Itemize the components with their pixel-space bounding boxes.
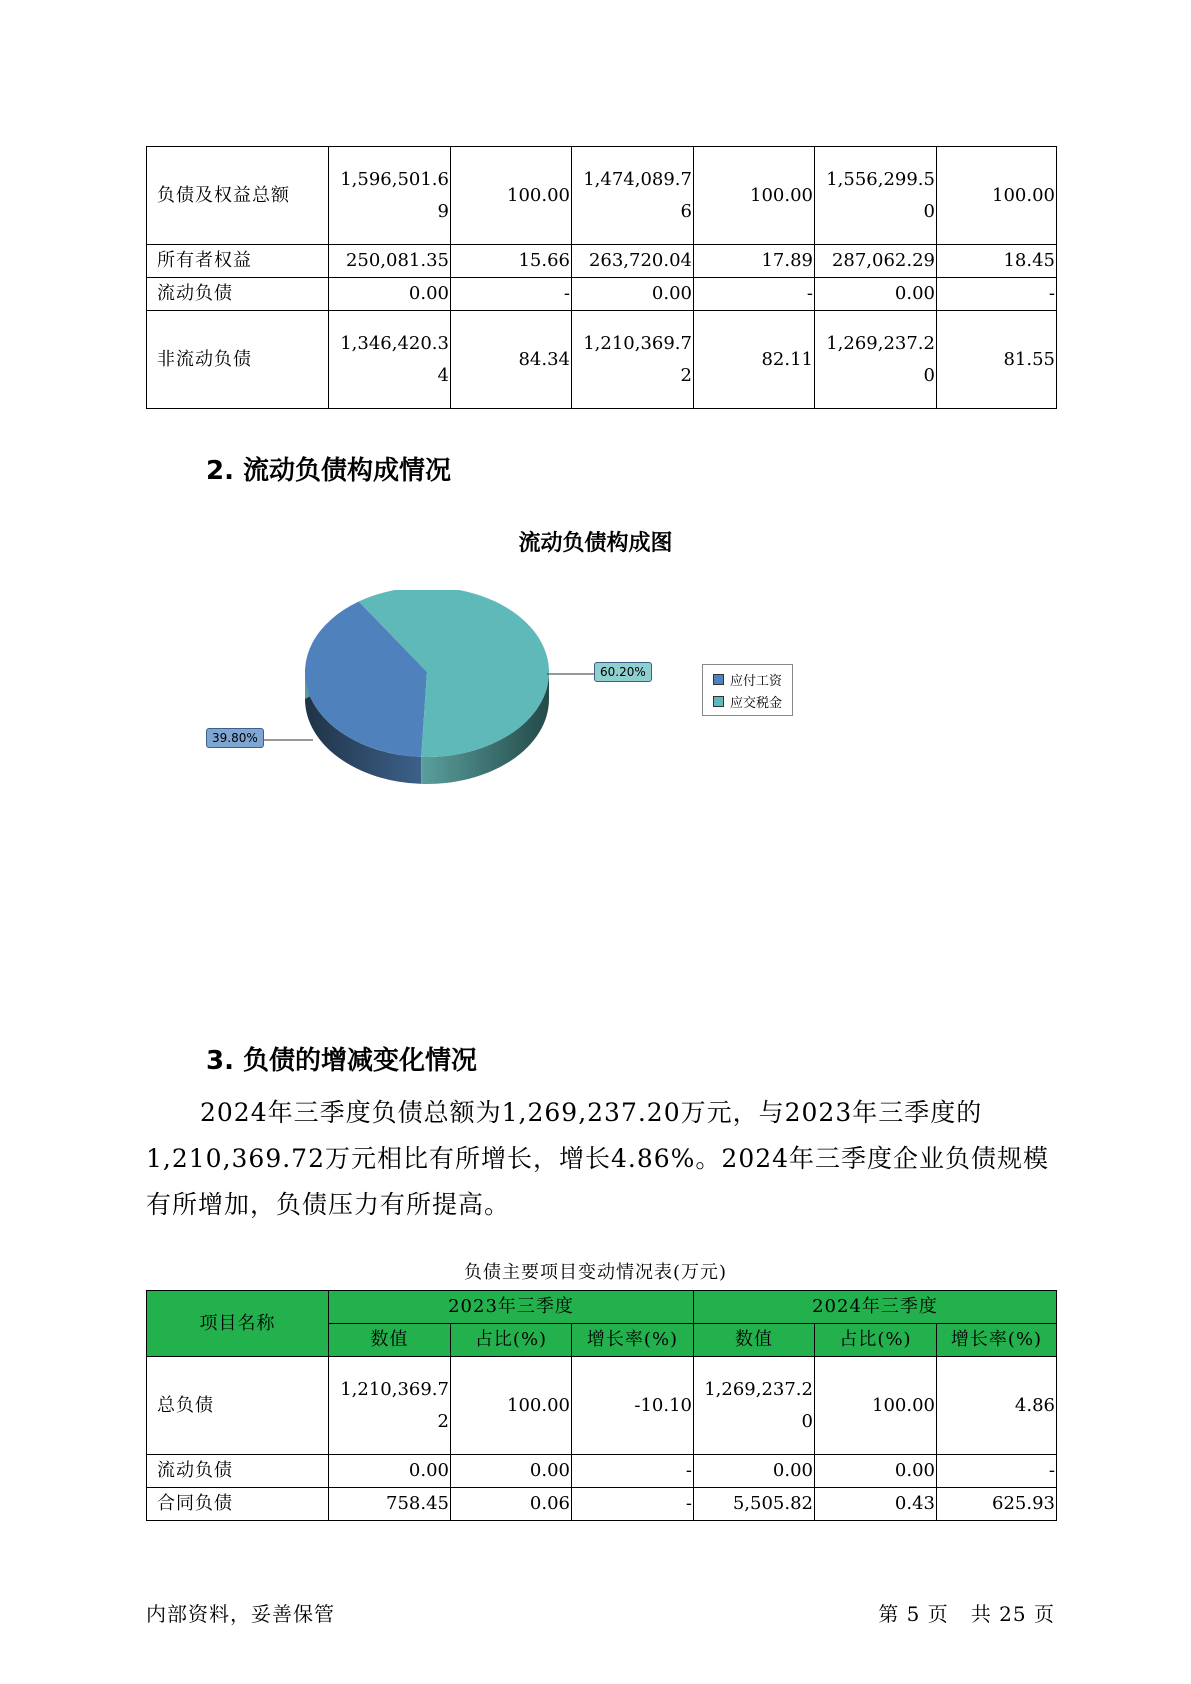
cell-value: -	[572, 1488, 694, 1521]
table-row	[147, 1455, 1057, 1488]
cell-value: 1,269,237.20	[815, 311, 937, 409]
footer-left: 内部资料，妥善保管	[146, 1602, 335, 1626]
table-row	[147, 311, 1057, 409]
cell-value: 84.34	[451, 311, 572, 409]
cell-value: 100.00	[815, 1357, 937, 1455]
table-row	[147, 147, 1057, 245]
cell-value: 0.00	[694, 1455, 815, 1488]
legend-item	[703, 668, 792, 690]
chart-title: 流动负债构成图	[518, 531, 673, 556]
cell-value: 15.66	[451, 245, 572, 278]
cell-value: 263,720.04	[572, 245, 694, 278]
cell-value: 4.86	[937, 1357, 1057, 1455]
row-name: 流动负债	[147, 278, 329, 311]
cell-value: 758.45	[329, 1488, 451, 1521]
cell-value: 0.00	[572, 278, 694, 311]
legend-label: 应交税金	[730, 695, 783, 711]
cell-value: 1,346,420.34	[329, 311, 451, 409]
balance-table	[146, 146, 1057, 409]
cell-value: 0.00	[329, 278, 451, 311]
cell-value: 1,556,299.50	[815, 147, 937, 245]
cell-value: 0.00	[451, 1455, 572, 1488]
paragraph-line: 1,210,369.72万元相比有所增长，增长4.86%。2024年三季度企业负债规模	[146, 1144, 1050, 1173]
header-cell: 数值	[694, 1324, 815, 1357]
header-cell: 占比(%)	[451, 1324, 572, 1357]
cell-value: -	[937, 1455, 1057, 1488]
cell-value: -	[451, 278, 572, 311]
cell-value: 250,081.35	[329, 245, 451, 278]
cell-value: 1,269,237.20	[694, 1357, 815, 1455]
data-label-slice-1: 39.80%	[206, 728, 264, 748]
section-heading: 2. 流动负债构成情况	[206, 456, 452, 486]
row-name: 负债及权益总额	[147, 147, 329, 245]
cell-value: 82.11	[694, 311, 815, 409]
section-heading: 3. 负债的增减变化情况	[206, 1046, 478, 1076]
legend-label: 应付工资	[730, 673, 783, 689]
cell-value: 100.00	[937, 147, 1057, 245]
page-number: 第 5 页 共 25 页	[878, 1602, 1055, 1626]
legend-swatch	[713, 674, 724, 685]
cell-value: 1,474,089.76	[572, 147, 694, 245]
cell-value: 5,505.82	[694, 1488, 815, 1521]
cell-value: 0.43	[815, 1488, 937, 1521]
cell-value: -10.10	[572, 1357, 694, 1455]
header-cell: 增长率(%)	[937, 1324, 1057, 1357]
cell-value: 100.00	[451, 147, 572, 245]
cell-value: -	[937, 278, 1057, 311]
cell-value: 0.00	[815, 1455, 937, 1488]
table-row	[147, 278, 1057, 311]
header-year-2023: 2023年三季度	[329, 1291, 694, 1324]
chart-legend	[702, 664, 793, 716]
row-name: 总负债	[147, 1357, 329, 1455]
paragraph	[146, 1090, 1066, 1228]
table-row	[147, 245, 1057, 278]
row-name: 流动负债	[147, 1455, 329, 1488]
cell-value: 287,062.29	[815, 245, 937, 278]
cell-value: 18.45	[937, 245, 1057, 278]
row-name: 合同负债	[147, 1488, 329, 1521]
table-row	[147, 1357, 1057, 1455]
data-label-slice-2: 60.20%	[594, 662, 652, 682]
cell-value: 625.93	[937, 1488, 1057, 1521]
header-cell: 占比(%)	[815, 1324, 937, 1357]
table-row	[147, 1488, 1057, 1521]
header-year-2024: 2024年三季度	[694, 1291, 1057, 1324]
paragraph-line: 2024年三季度负债总额为1,269,237.20万元，与2023年三季度的	[200, 1098, 983, 1127]
legend-swatch	[713, 696, 724, 707]
cell-value: -	[572, 1455, 694, 1488]
cell-value: -	[694, 278, 815, 311]
cell-value: 0.06	[451, 1488, 572, 1521]
cell-value: 1,210,369.72	[329, 1357, 451, 1455]
table-caption: 负债主要项目变动情况表(万元)	[463, 1262, 728, 1283]
cell-value: 0.00	[329, 1455, 451, 1488]
header-item-name: 项目名称	[147, 1291, 329, 1357]
cell-value: 100.00	[451, 1357, 572, 1455]
header-cell: 数值	[329, 1324, 451, 1357]
table-header-row	[147, 1291, 1057, 1324]
cell-value: 81.55	[937, 311, 1057, 409]
liability-change-table	[146, 1290, 1057, 1521]
row-name: 非流动负债	[147, 311, 329, 409]
cell-value: 1,596,501.69	[329, 147, 451, 245]
cell-value: 17.89	[694, 245, 815, 278]
cell-value: 100.00	[694, 147, 815, 245]
legend-item	[703, 690, 792, 712]
cell-value: 1,210,369.72	[572, 311, 694, 409]
row-name: 所有者权益	[147, 245, 329, 278]
cell-value: 0.00	[815, 278, 937, 311]
paragraph-line: 有所增加，负债压力有所提高。	[146, 1190, 511, 1219]
header-cell: 增长率(%)	[572, 1324, 694, 1357]
